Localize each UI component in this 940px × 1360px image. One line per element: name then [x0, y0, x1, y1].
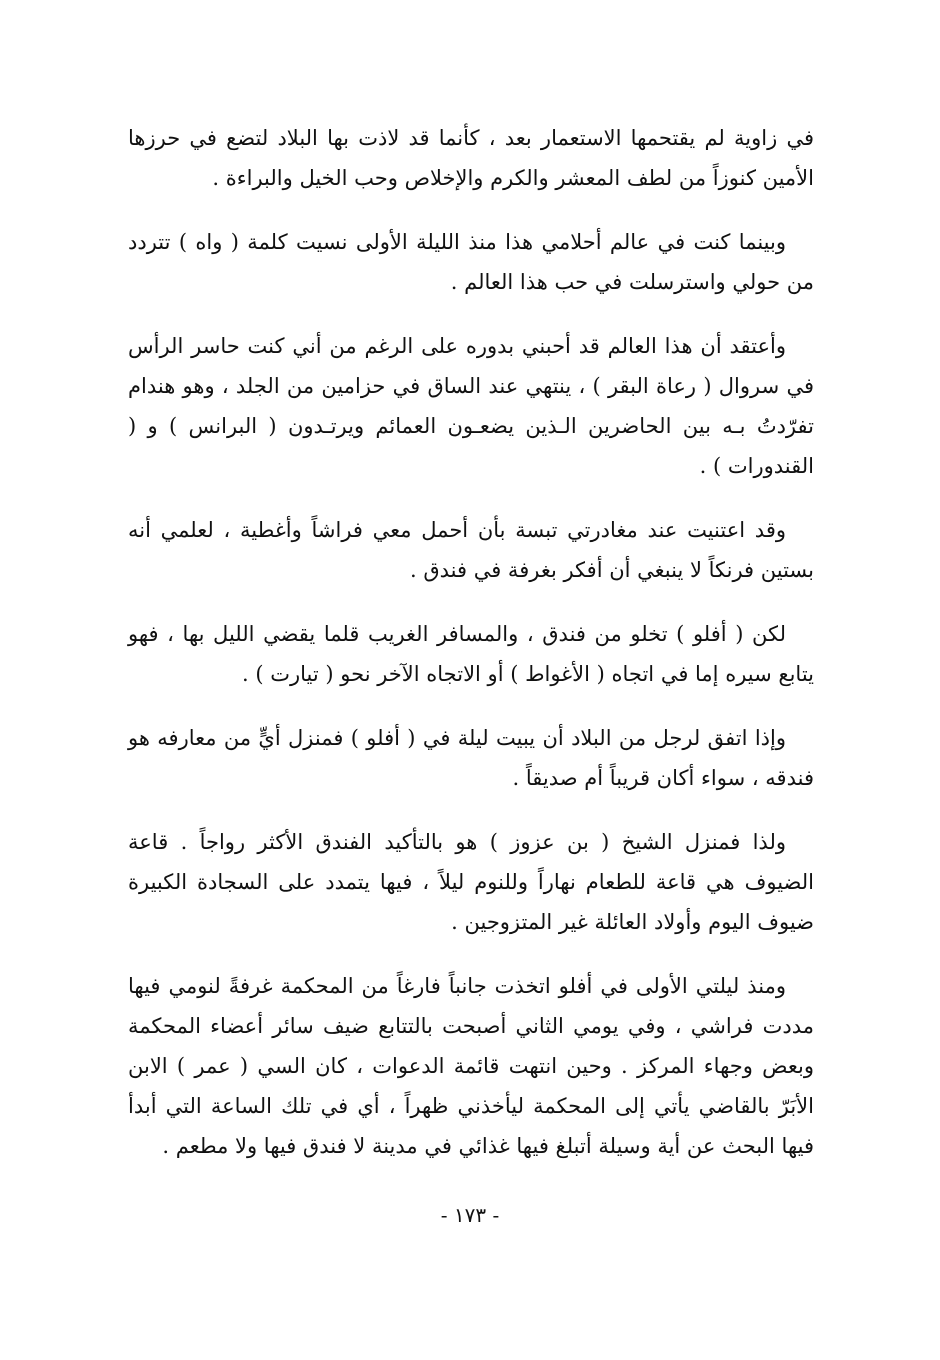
paragraph-1: في زاوية لم يقتحمها الاستعمار بعد ، كأنما قد لاذت بها البلاد لتضع في حرزها الأمين كنوزاً من لطف المعشر والكرم والإخلاص وحب الخيل والبراءة .	[128, 126, 814, 190]
body-text	[128, 118, 814, 1190]
paragraph-3: وأعتقد أن هذا العالم قد أحبني بدوره على الرغم من أني كنت حاسر الرأس في سروال ( رعاة البقر ) ، ينتهي عند الساق في حزامين من الجلد ، وهو هندام تفرّدتُ بـه بين الحاضرين الـذين يضعـون العمائم ويرتـدون ( البرانس ) و ( القندورات ) .	[128, 334, 814, 478]
paragraph-5: لكن ( أفلو ) تخلو من فندق ، والمسافر الغريب قلما يقضي الليل بها ، فهو يتابع سيره إما في اتجاه ( الأغواط ) أو الاتجاه الآخر نحو ( تيارت ) .	[128, 622, 814, 686]
paragraph-6: وإذا اتفق لرجل من البلاد أن يبيت ليلة في ( أفلو ) فمنزل أيٍّ من معارفه هو فندقه ، سواء أكان قريباً أم صديقاً .	[128, 726, 814, 790]
paragraph-4: وقد اعتنيت عند مغادرتي تبسة بأن أحمل معي فراشاً وأغطية ، لعلمي أنه بستين فرنكاً لا ينبغي أن أفكر بغرفة في فندق .	[128, 518, 814, 582]
page-number: - ١٧٣ -	[440, 1203, 500, 1227]
paragraph-8: ومنذ ليلتي الأولى في أفلو اتخذت جانباً فارغاً من المحكمة غرفةً لنومي فيها مددت فراشي ، وفي يومي الثاني أصبحت بالتتابع ضيف سائر أعضاء المحكمة وبعض وجهاء المركز . وحين انتهت قائمة الدعوات ، كان السي ( عمر ) الابن الأبَرّ بالقاضي يأتي إلى المحكمة ليأخذني ظهراً ، أي في تلك الساعة التي أبدأ فيها البحث عن أية وسيلة أتبلغ فيها غذائي في مدينة لا فندق فيها ولا مطعم .	[128, 974, 814, 1158]
paragraph-7: ولذا فمنزل الشيخ ( بن عزوز ) هو بالتأكيد الفندق الأكثر رواجاً . قاعة الضيوف هي قاعة للطعام نهاراً وللنوم ليلاً ، فيها يتمدد على السجادة الكبيرة ضيوف اليوم وأولاد العائلة غير المتزوجين .	[128, 830, 814, 934]
paragraph-2: وبينما كنت في عالم أحلامي هذا منذ الليلة الأولى نسيت كلمة ( واه ) تتردد من حولي واسترسلت في حب هذا العالم .	[128, 230, 814, 294]
